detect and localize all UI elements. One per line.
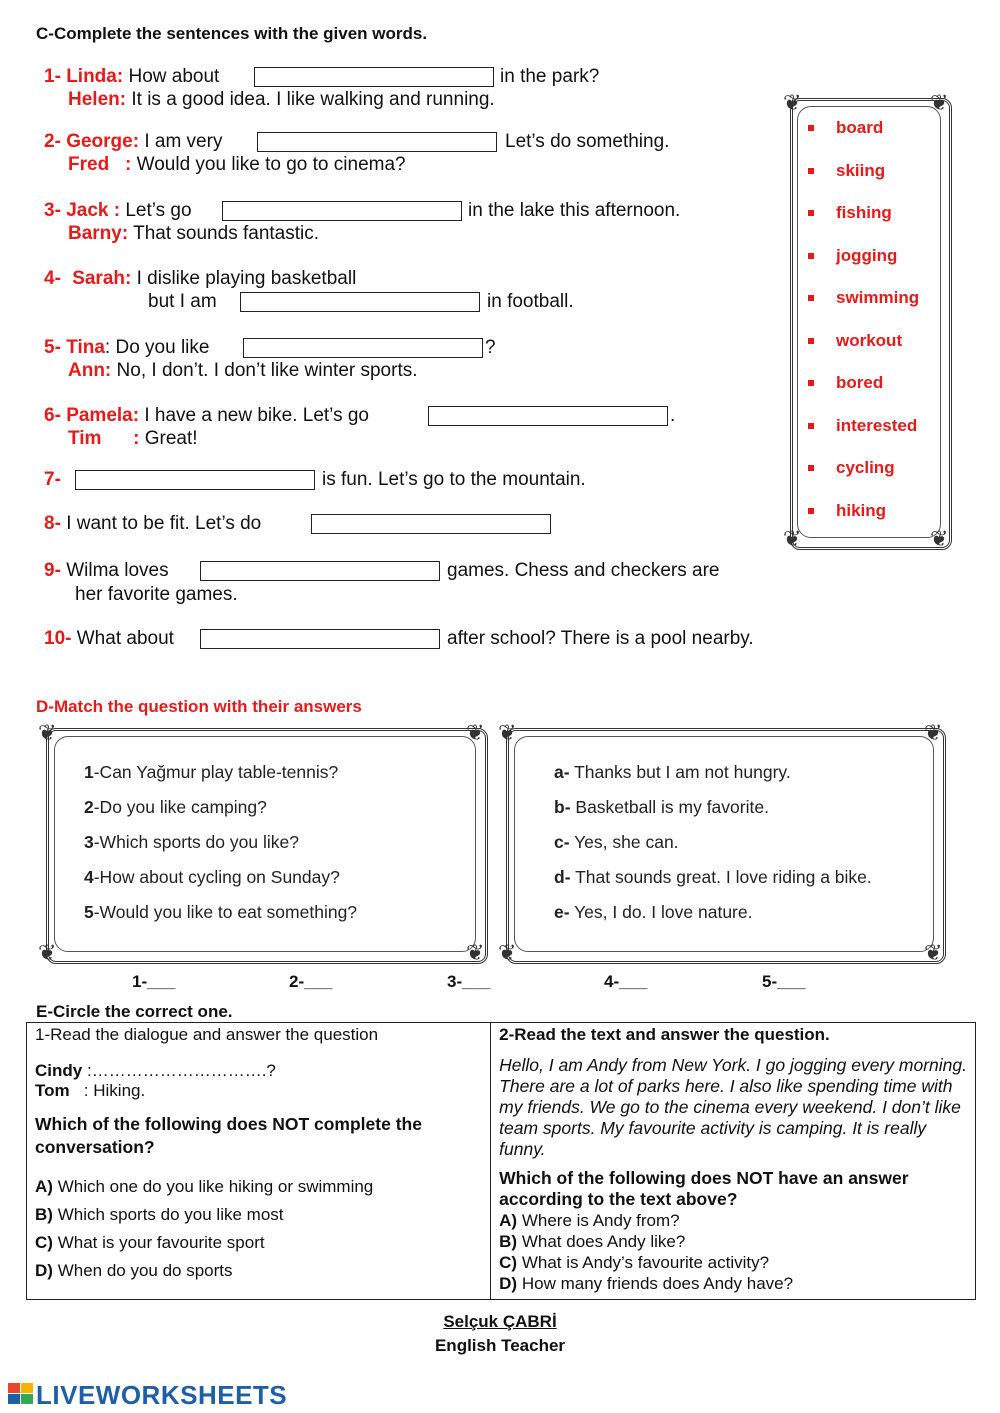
c9-answer-input[interactable] [200, 561, 440, 581]
reply-text: That sounds fantastic. [133, 223, 320, 244]
word-bank-item: fishing [808, 203, 938, 246]
option-text: Where is Andy from? [521, 1211, 680, 1230]
option-text: What does Andy like? [521, 1232, 686, 1251]
c-item-2-reply [68, 154, 406, 176]
item-number: 5- [44, 337, 61, 358]
question-number: 3 [84, 832, 94, 852]
sentence-text: I want to be fit. Let’s do [66, 513, 262, 534]
sentence-text: in the park? [500, 66, 600, 87]
dialogue-cindy [35, 1061, 482, 1081]
c-item-5-reply [68, 360, 418, 382]
sentence-text: in the lake this afternoon. [468, 200, 681, 221]
speaker: Fred : [68, 154, 132, 175]
word-bank-item: swimming [808, 288, 938, 331]
reply-text: Great! [144, 428, 198, 449]
section-d-heading: D-Match the question with their answers [36, 697, 362, 716]
option-key: C) [35, 1233, 53, 1252]
dialogue-line: : Hiking. [69, 1081, 146, 1100]
section-c-heading: C-Complete the sentences with the given words. [36, 24, 428, 43]
c6-answer-input[interactable] [428, 406, 668, 426]
question-number: 5 [84, 902, 94, 922]
speaker: Pamela: [66, 405, 140, 426]
match-blank-5[interactable]: 5-___ [762, 972, 806, 991]
c-item-2 [44, 131, 222, 153]
option-key: A) [35, 1177, 53, 1196]
option-b[interactable] [499, 1231, 967, 1252]
match-questions [84, 762, 357, 937]
ornament-icon: ❦ [930, 90, 949, 115]
ornament-icon: ❦ [466, 940, 485, 965]
word-bank-item: skiing [808, 161, 938, 204]
q1-title: 1-Read the dialogue and answer the question [35, 1025, 379, 1044]
option-d[interactable] [35, 1257, 482, 1285]
match-answer [554, 867, 872, 902]
option-a[interactable] [499, 1210, 967, 1231]
q2-options [499, 1210, 967, 1294]
match-question [84, 797, 357, 832]
question-number: 4 [84, 867, 94, 887]
answer-letter: c- [554, 832, 570, 852]
ornament-icon: ❦ [466, 720, 485, 745]
c-item-3 [44, 200, 192, 222]
sentence-text: Wilma loves [66, 560, 169, 581]
question-text: -How about cycling on Sunday? [93, 867, 340, 887]
reply-text: Would you like to go to cinema? [136, 154, 406, 175]
ornament-icon: ❦ [498, 940, 517, 965]
match-blank-3[interactable]: 3-___ [447, 972, 491, 991]
sentence-text: Do you like [115, 337, 210, 358]
ornament-icon: ❦ [783, 526, 802, 551]
author-role: English Teacher [434, 1336, 566, 1355]
question-1-cell [27, 1023, 491, 1300]
sentence-text: but I am [148, 291, 217, 312]
ornament-icon: ❦ [924, 720, 943, 745]
answer-letter: e- [554, 902, 570, 922]
liveworksheets-logo [8, 1383, 34, 1410]
match-question [84, 902, 357, 937]
speaker: George: [66, 131, 140, 152]
ornament-icon: ❦ [498, 720, 517, 745]
c7-answer-input[interactable] [75, 470, 315, 490]
liveworksheets-logo-icon [8, 1383, 34, 1405]
section-e-table [26, 1022, 976, 1300]
ornament-icon: ❦ [783, 90, 802, 115]
item-number: 2- [44, 131, 61, 152]
sentence-text: How about [128, 66, 220, 87]
sentence-text: Let’s do something. [505, 131, 670, 152]
c-item-10 [44, 628, 174, 650]
match-answer [554, 902, 872, 937]
c5-answer-input[interactable] [243, 338, 483, 358]
option-key: D) [499, 1274, 518, 1293]
match-question [84, 867, 357, 902]
match-answer [554, 832, 872, 867]
option-text: Which sports do you like most [57, 1205, 284, 1224]
c-item-9 [44, 560, 169, 582]
answer-letter: d- [554, 867, 571, 887]
option-key: D) [35, 1261, 53, 1280]
ornament-icon: ❦ [930, 526, 949, 551]
c-item-1-reply [68, 89, 495, 111]
q1-question: Which of the following does NOT complete the conversation? [35, 1114, 422, 1157]
sentence-text: . [670, 405, 676, 426]
item-number: 8- [44, 513, 61, 534]
answer-letter: a- [554, 762, 570, 782]
option-c[interactable] [35, 1229, 482, 1257]
sentence-text: ? [485, 337, 496, 358]
match-blank-2[interactable]: 2-___ [289, 972, 333, 991]
question-text: -Would you like to eat something? [93, 902, 358, 922]
option-key: B) [35, 1205, 53, 1224]
c4-answer-input[interactable] [240, 292, 480, 312]
colon: : [104, 337, 111, 358]
item-number: 3- [44, 200, 61, 221]
c3-answer-input[interactable] [222, 201, 462, 221]
speaker: Cindy [35, 1061, 83, 1080]
answer-text: Thanks but I am not hungry. [574, 762, 791, 782]
option-text: When do you do sports [57, 1261, 233, 1280]
speaker: Helen: [68, 89, 127, 110]
match-question [84, 762, 357, 797]
q1-options [35, 1173, 482, 1285]
question-2-cell [491, 1023, 976, 1300]
word-bank-item: workout [808, 331, 938, 374]
item-number: 6- [44, 405, 61, 426]
match-answer [554, 797, 872, 832]
sentence-text: games. Chess and checkers are [447, 560, 720, 581]
c-item-5 [44, 337, 209, 359]
dialogue-line: :………………………….? [86, 1061, 276, 1080]
c-item-1 [44, 66, 219, 88]
word-bank [808, 118, 938, 543]
sentence-text: is fun. Let’s go to the mountain. [322, 469, 586, 490]
section-e-heading: E-Circle the correct one. [36, 1002, 233, 1021]
option-text: Which one do you like hiking or swimming [57, 1177, 374, 1196]
option-c[interactable] [499, 1252, 967, 1273]
item-number: 7- [44, 469, 61, 490]
reply-text: It is a good idea. I like walking and running. [131, 89, 495, 110]
reply-text: No, I don’t. I don’t like winter sports. [116, 360, 418, 381]
question-number: 2 [84, 797, 94, 817]
option-text: What is Andy’s favourite activity? [521, 1253, 770, 1272]
ornament-icon: ❦ [924, 940, 943, 965]
word-bank-item: cycling [808, 458, 938, 501]
author-name: Selçuk ÇABRİ [443, 1312, 557, 1331]
match-answers [554, 762, 872, 937]
item-number: 10- [44, 628, 72, 649]
c-item-6 [44, 405, 369, 427]
speaker: Tim : [68, 428, 140, 449]
speaker: Ann: [68, 360, 112, 381]
speaker: Jack : [66, 200, 121, 221]
sentence-text: I am very [144, 131, 223, 152]
answer-text: Basketball is my favorite. [575, 797, 769, 817]
sentence-text: What about [76, 628, 174, 649]
c1-answer-input[interactable] [254, 67, 494, 87]
option-key: B) [499, 1232, 518, 1251]
item-number: 1- [44, 66, 61, 87]
match-blank-4[interactable]: 4-___ [604, 972, 648, 991]
sentence-text: in football. [487, 291, 574, 312]
c10-answer-input[interactable] [200, 629, 440, 649]
answer-text: Yes, I do. I love nature. [574, 902, 753, 922]
option-text: What is your favourite sport [57, 1233, 265, 1252]
c8-answer-input[interactable] [311, 514, 551, 534]
speaker: Tina [66, 337, 105, 358]
answer-text: Yes, she can. [574, 832, 679, 852]
match-blank-1[interactable]: 1-___ [132, 972, 176, 991]
q2-title: 2-Read the text and answer the question. [499, 1025, 830, 1044]
item-number: 9- [44, 560, 61, 581]
dialogue-tom [35, 1081, 482, 1101]
match-answer [554, 762, 872, 797]
c-item-3-reply [68, 223, 319, 245]
c-item-4 [44, 268, 356, 290]
option-d[interactable] [499, 1273, 967, 1294]
answer-letter: b- [554, 797, 571, 817]
question-text: -Which sports do you like? [93, 832, 299, 852]
sentence-text: her favorite games. [75, 584, 238, 605]
question-number: 1 [84, 762, 94, 782]
option-b[interactable] [35, 1201, 482, 1229]
ornament-icon: ❦ [38, 720, 57, 745]
option-text: How many friends does Andy have? [521, 1274, 794, 1293]
option-a[interactable] [35, 1173, 482, 1201]
word-bank-item: board [808, 118, 938, 161]
speaker: Tom [35, 1081, 70, 1100]
sentence-text: I dislike playing basketball [136, 268, 357, 289]
sentence-text: Let’s go [125, 200, 192, 221]
speaker: Sarah: [72, 268, 132, 289]
word-bank-item: jogging [808, 246, 938, 289]
word-bank-item: hiking [808, 501, 938, 544]
answer-text: That sounds great. I love riding a bike. [575, 867, 872, 887]
word-bank-item: interested [808, 416, 938, 459]
c-item-8 [44, 513, 261, 535]
question-text: -Can Yağmur play table-tennis? [93, 762, 339, 782]
sentence-text: I have a new bike. Let’s go [144, 405, 369, 426]
reading-text: Hello, I am Andy from New York. I go jogging every morning. There are a lot of parks here. I also like spending time with my friends. We go to the cinema every weekend. I don’t like team sports. My favourite activity is camping. It is really funny. [499, 1055, 968, 1159]
speaker: Linda: [66, 66, 124, 87]
option-key: A) [499, 1211, 518, 1230]
item-number: 4- [44, 268, 61, 289]
option-key: C) [499, 1253, 518, 1272]
match-question [84, 832, 357, 867]
question-text: -Do you like camping? [93, 797, 267, 817]
c2-answer-input[interactable] [257, 132, 497, 152]
speaker: Barny: [68, 223, 129, 244]
sentence-text: after school? There is a pool nearby. [447, 628, 754, 649]
ornament-icon: ❦ [38, 940, 57, 965]
word-bank-item: bored [808, 373, 938, 416]
c-item-6-reply [68, 428, 198, 450]
q2-question: Which of the following does NOT have an answer according to the text above? [499, 1168, 909, 1209]
liveworksheets-brand: LIVEWORKSHEETS [36, 1380, 288, 1410]
